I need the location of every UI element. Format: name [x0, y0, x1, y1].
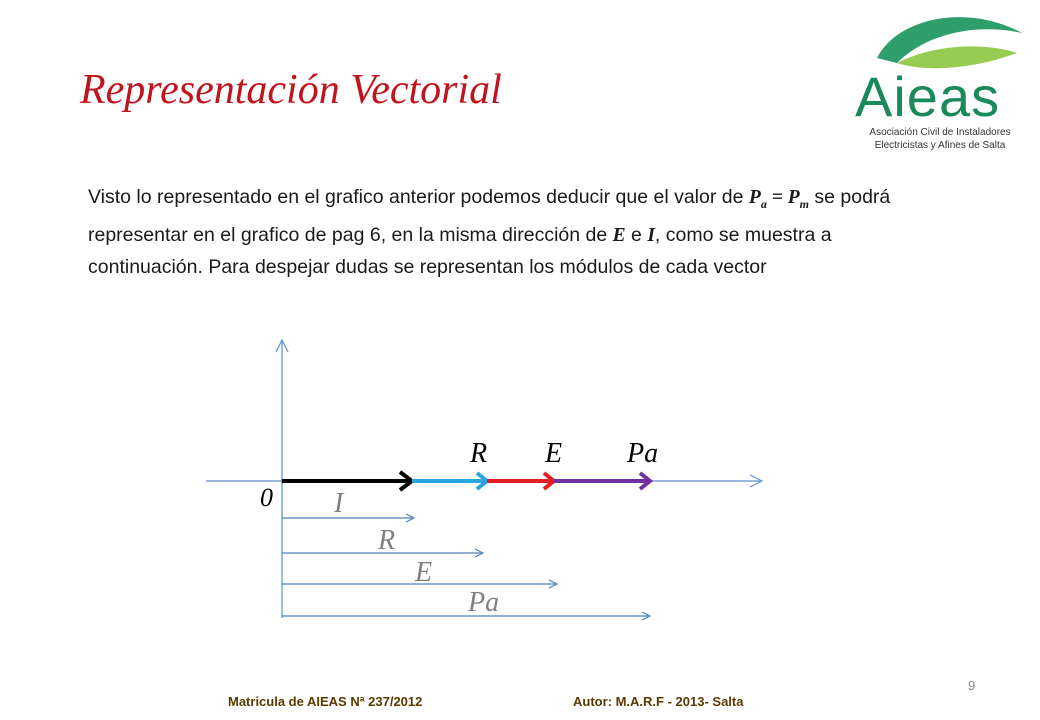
symbol-p-2: P	[787, 187, 800, 208]
footer-registration: Matricula de AIEAS Nª 237/2012	[228, 694, 423, 709]
label-r-top: R	[470, 438, 488, 469]
text-part-2: se podrá representar en el grafico de pag 6, en la misma dirección de	[88, 186, 891, 247]
module-label-e: E	[415, 557, 433, 588]
equals-sign: =	[766, 187, 788, 208]
footer-author: Autor: M.A.R.F - 2013- Salta	[573, 694, 744, 709]
module-label-pa: Pa	[468, 587, 500, 618]
logo-wordmark: Aieas	[855, 65, 1001, 128]
symbol-p-1: P	[748, 187, 761, 208]
module-label-r: R	[378, 525, 396, 556]
subscript-a: a	[760, 196, 767, 211]
label-pa-top: Pa	[627, 438, 659, 469]
symbol-e: E	[612, 225, 626, 247]
logo-subtitle-line-1: Asociación Civil de Instaladores	[869, 127, 1011, 138]
logo-subtitle-line-2: Electricistas y Afines de Salta	[874, 140, 1006, 151]
text-part-1: Visto lo representado en el grafico anterior podemos deducir que el valor de	[88, 186, 749, 208]
page-number: 9	[968, 678, 976, 693]
symbol-i: I	[647, 225, 655, 247]
label-e-top: E	[545, 438, 563, 469]
text-and: e	[625, 224, 648, 247]
slide-title: Representación Vectorial	[80, 67, 502, 113]
subscript-m: m	[799, 196, 809, 211]
text-part-3: , como se muestra a continuación. Para despejar dudas se representan los módulos de cada vector	[88, 224, 832, 278]
origin-label: 0	[260, 483, 273, 512]
module-label-i: I	[334, 488, 344, 519]
